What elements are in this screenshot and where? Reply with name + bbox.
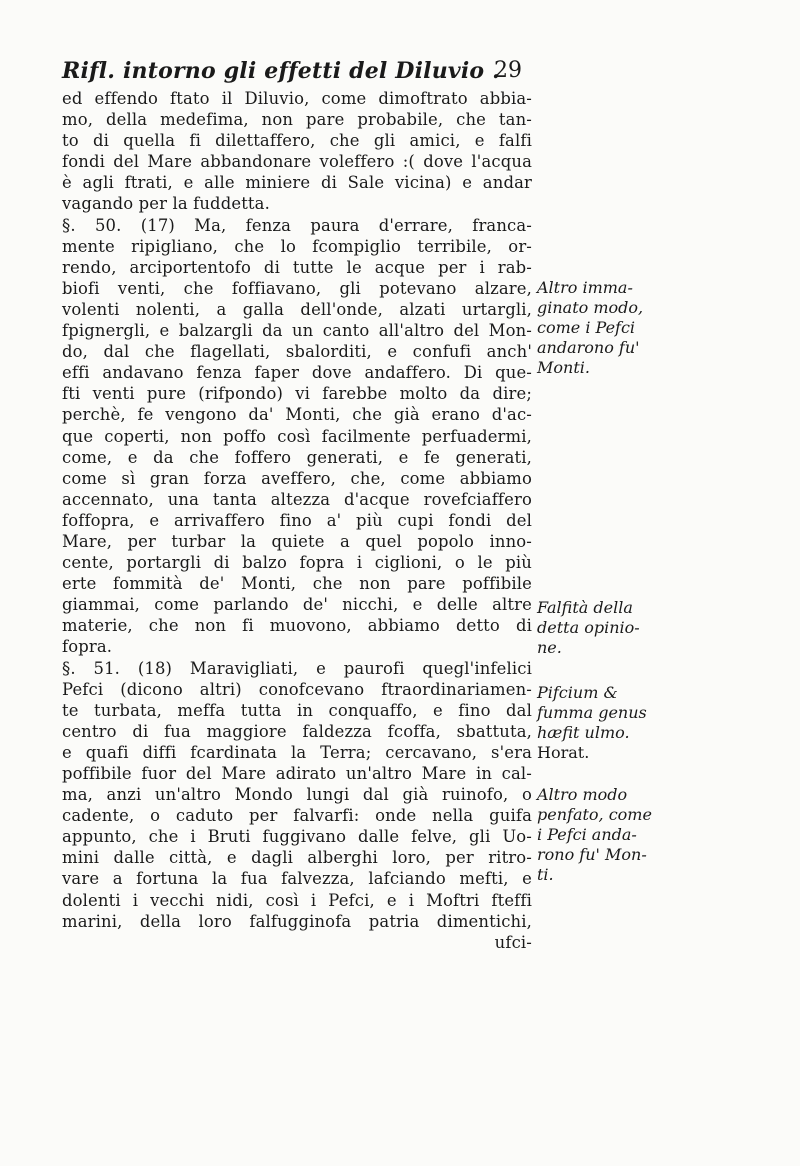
text-line: marini, della loro falfugginofa patria dimentichi, xyxy=(62,911,532,931)
margin-note xyxy=(537,785,687,885)
margin-note-line: fumma genus xyxy=(537,703,647,722)
running-head: Rifl. intorno gli effetti del Diluvio . xyxy=(62,58,501,84)
text-line: poffibile fuor del Mare adirato un'altro Mare in cal- xyxy=(62,764,532,783)
text-line: cente, portargli di balzo fopra i ciglioni, o le più xyxy=(62,553,532,573)
margin-note-line: andarono fu' xyxy=(537,338,640,357)
text-line: ma, anzi un'altro Mondo lungi dal già ruinofo, o xyxy=(62,785,532,805)
margin-note-line: come i Pefci xyxy=(537,318,636,337)
margin-note-line: ti. xyxy=(537,865,554,884)
text-line: effi andavano fenza faper dove andaffero. Di que- xyxy=(62,363,532,383)
text-line: dolenti i vecchi nidi, così i Pefci, e i Moftri fteffi xyxy=(62,890,532,910)
margin-note-line: detta opinio- xyxy=(537,618,640,637)
margin-note-line: ginato modo, xyxy=(537,298,644,317)
text-line: erte fommità de' Monti, che non pare poffibile xyxy=(62,574,532,594)
text-line: è agli ftrati, e alle miniere di Sale vicina) e andar xyxy=(62,173,532,193)
margin-note-line: Falfità della xyxy=(537,598,633,617)
margin-note xyxy=(537,683,687,763)
text-line: Pefci (dicono altri) conofcevano ftraordinariamen- xyxy=(62,679,532,699)
text-line: foffopra, e arrivaffero fino a' più cupi fondi del xyxy=(62,510,532,530)
page-number: 29 xyxy=(494,58,522,83)
text-line: ed effendo ftato il Diluvio, come dimoftrato abbia- xyxy=(62,89,532,108)
margin-note xyxy=(537,278,687,378)
margin-note-line: hæfit ulmo. xyxy=(537,723,630,742)
margin-note-line: Monti. xyxy=(537,358,590,377)
text-line: §. 50. (17) Ma, fenza paura d'errare, franca- xyxy=(62,215,532,235)
margin-note-line: Pifcium & xyxy=(537,683,618,702)
margin-note-line: penfato, come xyxy=(537,805,652,824)
text-line: mini dalle città, e dagli alberghi loro, per ritro- xyxy=(62,848,532,868)
text-line: appunto, che i Bruti fuggivano dalle felve, gli Uo- xyxy=(62,827,532,847)
text-line: volenti nolenti, a galla dell'onde, alzati urtargli, xyxy=(62,299,532,319)
text-line: come, e da che foffero generati, e fe generati, xyxy=(62,447,532,467)
margin-note-line: ne. xyxy=(537,638,562,657)
text-line: fondi del Mare abbandonare voleffero :( dove l'acqua xyxy=(62,152,532,172)
text-line: giammai, come parlando de' nicchi, e delle altre xyxy=(62,595,532,615)
text-line: te turbata, meffa tutta in conquaffo, e fino dal xyxy=(62,700,532,720)
catchword: ufci- xyxy=(494,932,532,952)
text-line: to di quella fi dilettaffero, che gli amici, e falfi xyxy=(62,131,532,151)
text-line: materie, che non fi muovono, abbiamo detto di xyxy=(62,616,532,636)
text-line: fti venti pure (rifpondo) vi farebbe molto da dire; xyxy=(62,384,532,404)
margin-note-line: Horat. xyxy=(537,743,590,762)
text-line: fpignergli, e balzargli da un canto all'altro del Mon- xyxy=(62,321,532,341)
text-line: fopra. xyxy=(62,637,113,657)
text-line: mente ripigliano, che lo fcompiglio terribile, or- xyxy=(62,236,532,256)
text-line: rendo, arciportentofo di tutte le acque per i rab- xyxy=(62,257,532,277)
body-text xyxy=(62,88,532,953)
margin-notes xyxy=(537,0,687,1166)
text-line: centro di fua maggiore faldezza fcoffa, sbattuta, xyxy=(62,721,532,741)
text-line: do, dal che flagellati, sbalorditi, e confufi anch' xyxy=(62,342,532,362)
text-line: §. 51. (18) Maravigliati, e paurofi quegl'infelici xyxy=(62,658,532,678)
text-line: cadente, o caduto per falvarfi: onde nella guifa xyxy=(62,806,532,826)
text-line: biofi venti, che foffiavano, gli potevano alzare, xyxy=(62,278,532,298)
text-line: perchè, fe vengono da' Monti, che già erano d'ac- xyxy=(62,405,532,425)
margin-note xyxy=(537,598,687,658)
text-line: vare a fortuna la fua falvezza, lafciando mefti, e xyxy=(62,869,532,889)
text-line: que coperti, non poffo così facilmente perfuadermi, xyxy=(62,426,532,446)
margin-note-line: Altro imma- xyxy=(537,278,633,297)
text-line: Mare, per turbar la quiete a quel popolo inno- xyxy=(62,531,532,551)
margin-note-line: Altro modo xyxy=(537,785,628,804)
text-line: vagando per la fuddetta. xyxy=(62,194,270,214)
margin-note-line: i Pefci anda- xyxy=(537,825,637,844)
text-line: e quafi diffi fcardinata la Terra; cercavano, s'era xyxy=(62,742,532,762)
margin-note-line: rono fu' Mon- xyxy=(537,845,647,864)
text-line: accennato, una tanta altezza d'acque rovefciaffero xyxy=(62,489,532,509)
text-line: come sì gran forza aveffero, che, come abbiamo xyxy=(62,468,532,488)
text-line: mo, della medefima, non pare probabile, che tan- xyxy=(62,110,532,130)
